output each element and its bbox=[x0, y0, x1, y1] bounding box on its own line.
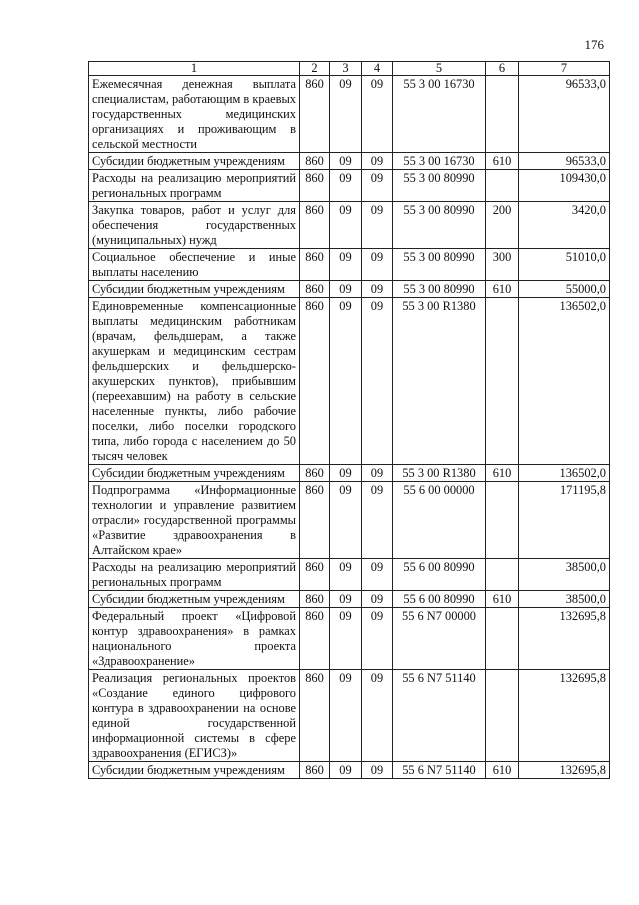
amount-cell: 132695,8 bbox=[519, 608, 610, 670]
header-cell: 3 bbox=[330, 62, 362, 76]
expense-type-cell bbox=[486, 670, 519, 762]
expense-type-cell: 610 bbox=[486, 153, 519, 170]
header-cell: 6 bbox=[486, 62, 519, 76]
subsection-cell: 09 bbox=[362, 249, 393, 281]
target-article-cell: 55 6 00 00000 bbox=[393, 482, 486, 559]
admin-code-cell: 860 bbox=[300, 249, 330, 281]
table-row bbox=[89, 670, 610, 762]
admin-code-cell: 860 bbox=[300, 76, 330, 153]
table-row bbox=[89, 298, 610, 465]
target-article-cell: 55 6 00 80990 bbox=[393, 559, 486, 591]
section-cell: 09 bbox=[330, 249, 362, 281]
amount-cell: 136502,0 bbox=[519, 465, 610, 482]
admin-code-cell: 860 bbox=[300, 153, 330, 170]
section-cell: 09 bbox=[330, 608, 362, 670]
amount-cell: 132695,8 bbox=[519, 670, 610, 762]
subsection-cell: 09 bbox=[362, 76, 393, 153]
subsection-cell: 09 bbox=[362, 202, 393, 249]
table-row bbox=[89, 482, 610, 559]
target-article-cell: 55 6 N7 51140 bbox=[393, 762, 486, 779]
subsection-cell: 09 bbox=[362, 608, 393, 670]
amount-cell: 96533,0 bbox=[519, 153, 610, 170]
section-cell: 09 bbox=[330, 465, 362, 482]
expense-type-cell bbox=[486, 298, 519, 465]
row-name-cell: Субсидии бюджетным учреждениям bbox=[89, 153, 300, 170]
subsection-cell: 09 bbox=[362, 591, 393, 608]
section-cell: 09 bbox=[330, 670, 362, 762]
expense-type-cell bbox=[486, 76, 519, 153]
expense-type-cell: 300 bbox=[486, 249, 519, 281]
admin-code-cell: 860 bbox=[300, 465, 330, 482]
section-cell: 09 bbox=[330, 202, 362, 249]
row-name-cell: Субсидии бюджетным учреждениям bbox=[89, 762, 300, 779]
expense-type-cell: 610 bbox=[486, 762, 519, 779]
table-row bbox=[89, 591, 610, 608]
header-cell: 1 bbox=[89, 62, 300, 76]
section-cell: 09 bbox=[330, 153, 362, 170]
row-name-cell: Единовременные компенсационные выплаты медицинским работникам (врачам, фельдшерам, а также акушеркам и медицинским сестрам фельдшерских и фельдшерско-акушерских пунктов), прибывшим (переехавшим) на работу в сельские населенные пункты, либо рабочие поселки, либо поселки городского типа, либо города с населением до 50 тысяч человек bbox=[89, 298, 300, 465]
section-cell: 09 bbox=[330, 762, 362, 779]
expense-type-cell bbox=[486, 608, 519, 670]
table-row bbox=[89, 202, 610, 249]
expense-type-cell: 200 bbox=[486, 202, 519, 249]
row-name-cell: Подпрограмма «Информационные технологии и управление развитием отрасли» государственной программы «Развитие здравоохранения в Алтайском крае» bbox=[89, 482, 300, 559]
budget-table bbox=[88, 61, 610, 779]
row-name-cell: Реализация региональных проектов «Создание единого цифрового контура в здравоохранении на основе единой государственной информационной системы в сфере здравоохранения (ЕГИСЗ)» bbox=[89, 670, 300, 762]
subsection-cell: 09 bbox=[362, 670, 393, 762]
amount-cell: 55000,0 bbox=[519, 281, 610, 298]
expense-type-cell bbox=[486, 170, 519, 202]
amount-cell: 96533,0 bbox=[519, 76, 610, 153]
subsection-cell: 09 bbox=[362, 281, 393, 298]
table-row bbox=[89, 76, 610, 153]
table-body bbox=[89, 76, 610, 779]
amount-cell: 171195,8 bbox=[519, 482, 610, 559]
admin-code-cell: 860 bbox=[300, 762, 330, 779]
subsection-cell: 09 bbox=[362, 559, 393, 591]
page-number: 176 bbox=[584, 37, 604, 52]
section-cell: 09 bbox=[330, 298, 362, 465]
admin-code-cell: 860 bbox=[300, 298, 330, 465]
target-article-cell: 55 3 00 16730 bbox=[393, 153, 486, 170]
expense-type-cell: 610 bbox=[486, 281, 519, 298]
section-cell: 09 bbox=[330, 281, 362, 298]
row-name-cell: Ежемесячная денежная выплата специалистам, работающим в краевых государственных медицинских организациях и проживающим в сельской местности bbox=[89, 76, 300, 153]
row-name-cell: Субсидии бюджетным учреждениям bbox=[89, 465, 300, 482]
table-row bbox=[89, 249, 610, 281]
section-cell: 09 bbox=[330, 170, 362, 202]
row-name-cell: Расходы на реализацию мероприятий региональных программ bbox=[89, 559, 300, 591]
table-row bbox=[89, 608, 610, 670]
amount-cell: 38500,0 bbox=[519, 559, 610, 591]
header-cell: 5 bbox=[393, 62, 486, 76]
table-row bbox=[89, 281, 610, 298]
expense-type-cell: 610 bbox=[486, 465, 519, 482]
subsection-cell: 09 bbox=[362, 153, 393, 170]
row-name-cell: Субсидии бюджетным учреждениям bbox=[89, 281, 300, 298]
admin-code-cell: 860 bbox=[300, 559, 330, 591]
subsection-cell: 09 bbox=[362, 482, 393, 559]
target-article-cell: 55 6 00 80990 bbox=[393, 591, 486, 608]
admin-code-cell: 860 bbox=[300, 170, 330, 202]
table-row bbox=[89, 170, 610, 202]
target-article-cell: 55 3 00 80990 bbox=[393, 249, 486, 281]
admin-code-cell: 860 bbox=[300, 608, 330, 670]
target-article-cell: 55 3 00 80990 bbox=[393, 170, 486, 202]
row-name-cell: Расходы на реализацию мероприятий региональных программ bbox=[89, 170, 300, 202]
expense-type-cell: 610 bbox=[486, 591, 519, 608]
header-cell: 7 bbox=[519, 62, 610, 76]
amount-cell: 51010,0 bbox=[519, 249, 610, 281]
header-row bbox=[89, 62, 610, 76]
subsection-cell: 09 bbox=[362, 170, 393, 202]
amount-cell: 132695,8 bbox=[519, 762, 610, 779]
subsection-cell: 09 bbox=[362, 465, 393, 482]
table-row bbox=[89, 153, 610, 170]
section-cell: 09 bbox=[330, 76, 362, 153]
target-article-cell: 55 3 00 80990 bbox=[393, 281, 486, 298]
target-article-cell: 55 3 00 16730 bbox=[393, 76, 486, 153]
expense-type-cell bbox=[486, 559, 519, 591]
table-row bbox=[89, 559, 610, 591]
section-cell: 09 bbox=[330, 559, 362, 591]
row-name-cell: Субсидии бюджетным учреждениям bbox=[89, 591, 300, 608]
target-article-cell: 55 3 00 80990 bbox=[393, 202, 486, 249]
target-article-cell: 55 6 N7 00000 bbox=[393, 608, 486, 670]
table-row bbox=[89, 465, 610, 482]
header-cell: 2 bbox=[300, 62, 330, 76]
target-article-cell: 55 6 N7 51140 bbox=[393, 670, 486, 762]
amount-cell: 136502,0 bbox=[519, 298, 610, 465]
amount-cell: 38500,0 bbox=[519, 591, 610, 608]
table-row bbox=[89, 762, 610, 779]
admin-code-cell: 860 bbox=[300, 202, 330, 249]
section-cell: 09 bbox=[330, 482, 362, 559]
subsection-cell: 09 bbox=[362, 298, 393, 465]
target-article-cell: 55 3 00 R1380 bbox=[393, 465, 486, 482]
expense-type-cell bbox=[486, 482, 519, 559]
amount-cell: 3420,0 bbox=[519, 202, 610, 249]
admin-code-cell: 860 bbox=[300, 482, 330, 559]
amount-cell: 109430,0 bbox=[519, 170, 610, 202]
admin-code-cell: 860 bbox=[300, 670, 330, 762]
target-article-cell: 55 3 00 R1380 bbox=[393, 298, 486, 465]
row-name-cell: Социальное обеспечение и иные выплаты населению bbox=[89, 249, 300, 281]
admin-code-cell: 860 bbox=[300, 591, 330, 608]
subsection-cell: 09 bbox=[362, 762, 393, 779]
row-name-cell: Федеральный проект «Цифровой контур здравоохранения» в рамках национального проекта «Здравоохранение» bbox=[89, 608, 300, 670]
row-name-cell: Закупка товаров, работ и услуг для обеспечения государственных (муниципальных) нужд bbox=[89, 202, 300, 249]
header-cell: 4 bbox=[362, 62, 393, 76]
admin-code-cell: 860 bbox=[300, 281, 330, 298]
section-cell: 09 bbox=[330, 591, 362, 608]
